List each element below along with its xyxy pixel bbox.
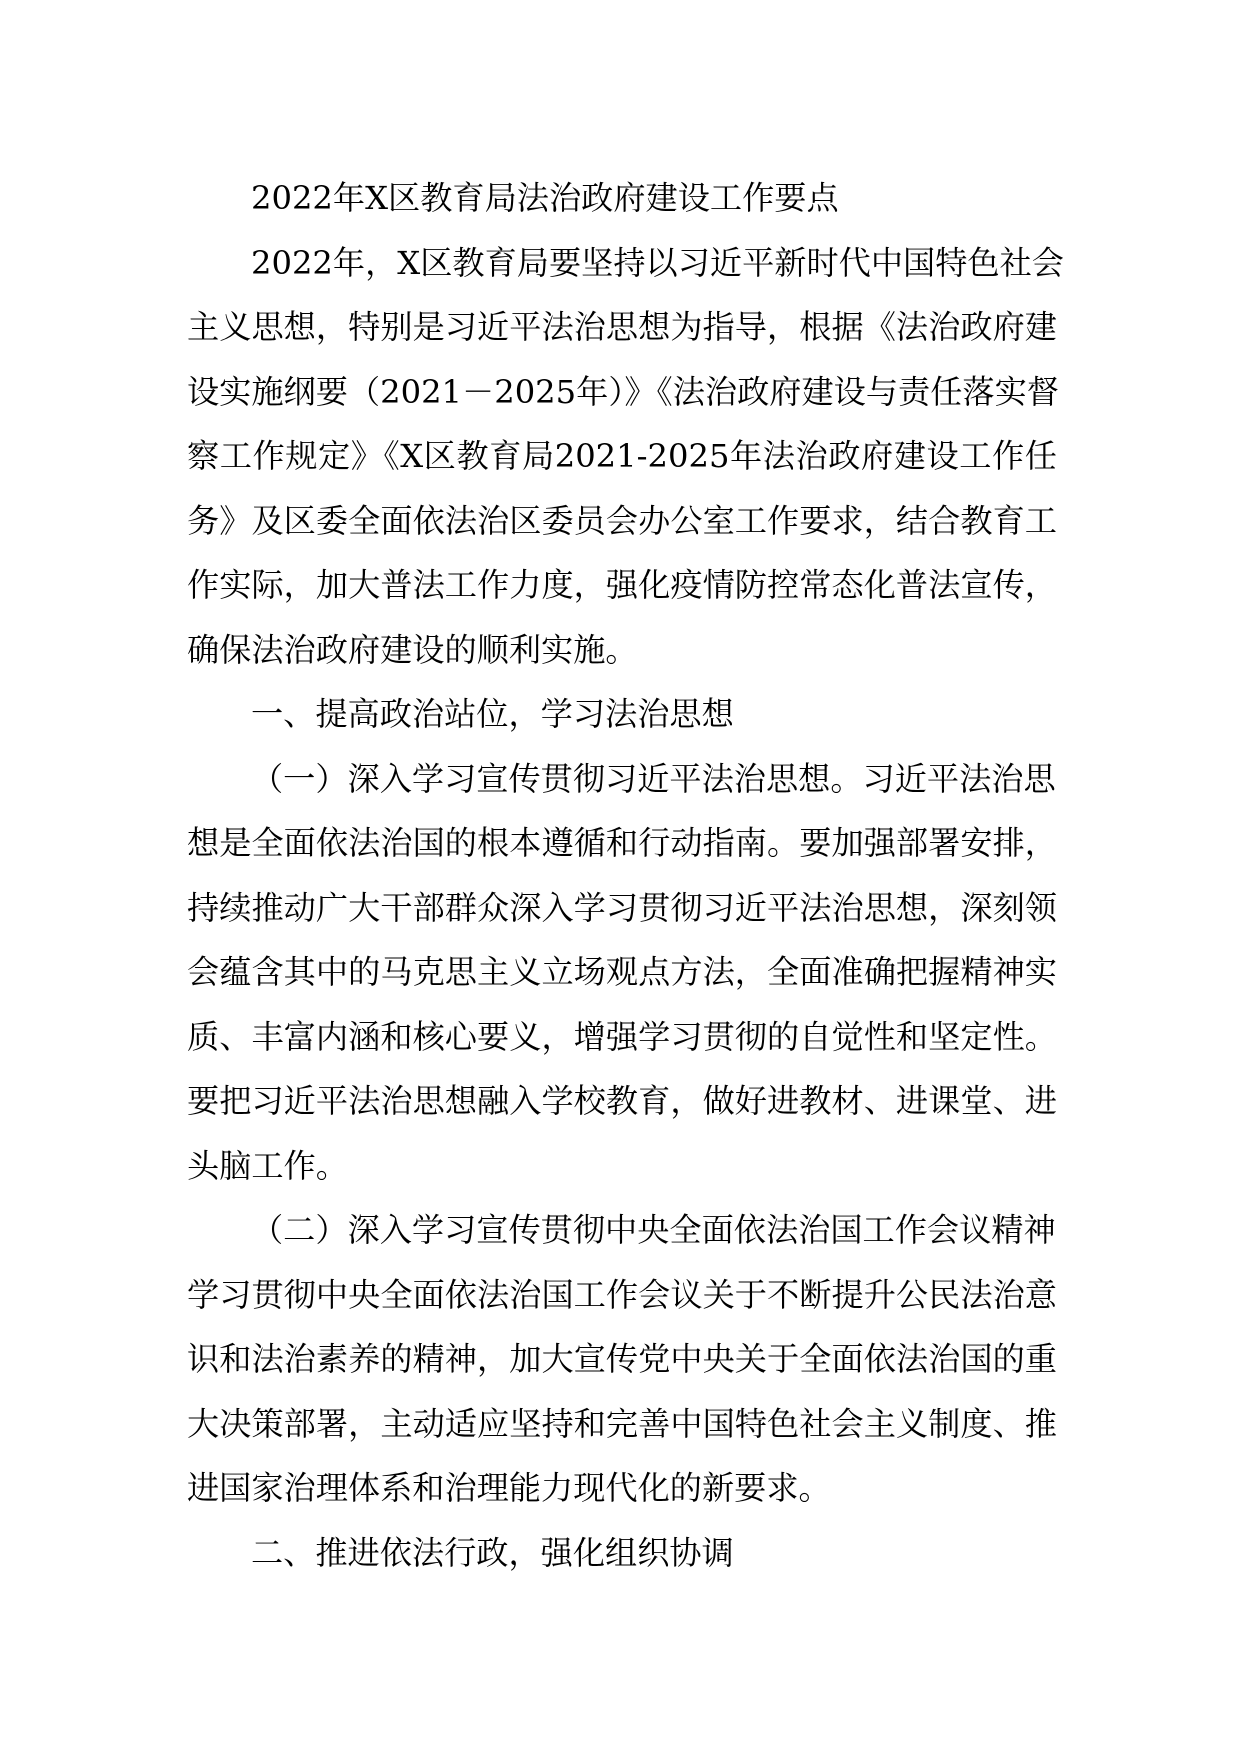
paragraph-line: 主义思想，特别是习近平法治思想为指导，根据《法治政府建 [187, 308, 1057, 346]
paragraph-line: 要把习近平法治思想融入学校教育，做好进教材、进课堂、进 [187, 1082, 1057, 1120]
section-heading: 一、提高政治站位，学习法治思想 [251, 695, 734, 733]
paragraph-line: 进国家治理体系和治理能力现代化的新要求。 [187, 1469, 831, 1507]
paragraph-line: 大决策部署，主动适应坚持和完善中国特色社会主义制度、推 [187, 1404, 1057, 1443]
paragraph-line: （二）深入学习宣传贯彻中央全面依法治国工作会议精神 [251, 1211, 1056, 1249]
document-title: 2022年X区教育局法治政府建设工作要点 [251, 179, 839, 217]
paragraph-subsection-2 [187, 1198, 1057, 1521]
section-heading-2 [187, 1521, 1057, 1586]
section-heading: 二、推进依法行政，强化组织协调 [251, 1533, 734, 1572]
paragraph-line: 头脑工作。 [187, 1146, 348, 1185]
paragraph-line: 会蕴含其中的马克思主义立场观点方法，全面准确把握精神实 [187, 953, 1057, 991]
paragraph-line: 学习贯彻中央全面依法治国工作会议关于不断提升公民法治意 [187, 1275, 1057, 1314]
paragraph-line: 质、丰富内涵和核心要义，增强学习贯彻的自觉性和坚定性。 [187, 1017, 1057, 1056]
paragraph-line: 持续推动广大干部群众深入学习贯彻习近平法治思想，深刻领 [187, 888, 1057, 927]
paragraph-line: 务》及区委全面依法治区委员会办公室工作要求，结合教育工 [187, 501, 1057, 540]
document-body [187, 166, 1064, 1585]
paragraph-line: （一）深入学习宣传贯彻习近平法治思想。习近平法治思 [251, 759, 1056, 798]
paragraph-line: 2022年，X区教育局要坚持以习近平新时代中国特色社会 [251, 243, 1064, 282]
paragraph-subsection-1 [187, 747, 1057, 1199]
paragraph-line: 设实施纲要（2021－2025年）》《法治政府建设与责任落实督 [187, 372, 1059, 411]
paragraph-line: 想是全面依法治国的根本遵循和行动指南。要加强部署安排， [187, 824, 1057, 862]
paragraph-line: 识和法治素养的精神，加大宣传党中央关于全面依法治国的重 [187, 1340, 1057, 1378]
paragraph-line: 作实际，加大普法工作力度，强化疫情防控常态化普法宣传， [187, 566, 1057, 604]
paragraph-line: 确保法治政府建设的顺利实施。 [187, 630, 638, 669]
paragraph-intro [187, 231, 1064, 683]
section-heading-1 [187, 682, 1057, 747]
paragraph-line: 察工作规定》《X区教育局2021-2025年法治政府建设工作任 [187, 437, 1057, 475]
